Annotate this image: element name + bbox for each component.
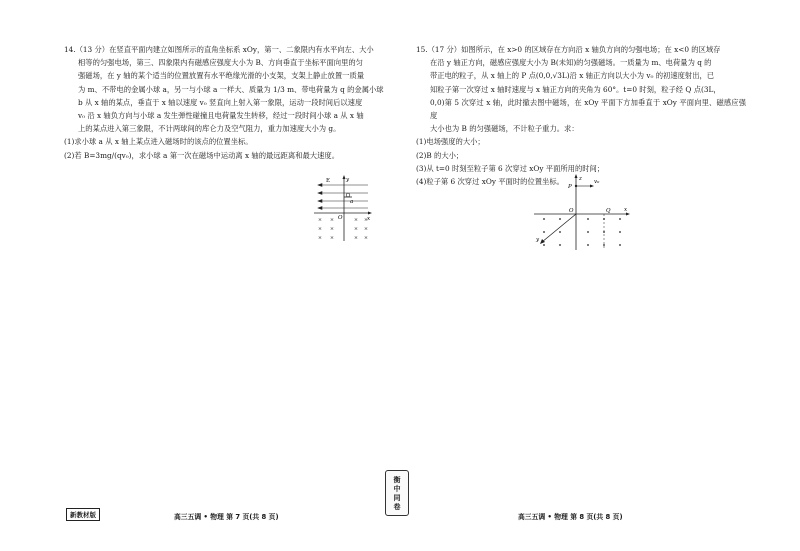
svg-text:×: ×	[363, 217, 369, 223]
svg-text:×: ×	[353, 217, 359, 223]
page-7-footer: 高三五调 • 物理 第 7 页(共 8 页)	[174, 513, 279, 521]
q14-line-4: 为 m、不带电的金属小球 a，另一与小球 a 一样大、质量为 1/3 m、带电荷量为 q 的金属小球	[78, 84, 384, 94]
svg-text:×: ×	[353, 235, 359, 241]
q14-fig-label-a: a	[350, 199, 354, 205]
q15-line-6: 大小也为 B 的匀强磁场，不计粒子重力。求：	[430, 124, 579, 134]
q14-line-6: v₀ 沿 x 轴负方向与小球 a 发生弹性碰撞且电荷量发生转移，经过一段时间小球 a 从 x 轴	[78, 111, 364, 121]
question-15	[416, 43, 746, 188]
q14-line-1: 14.（13 分）在竖直平面内建立如图所示的直角坐标系 xOy，第一、二象限内有水平向左、大小	[64, 45, 374, 54]
q14-sub-2: (2)若 B=3mg/(qv₀)，求小球 a 第一次在磁场中运动离 x 轴的最远距离和最大速度。	[64, 150, 339, 160]
q15-fig-label-x: x	[624, 207, 628, 213]
svg-text:×: ×	[329, 235, 335, 241]
q15-fig-label-v0: v₀	[594, 179, 600, 185]
q15-fig-label-p: P	[568, 184, 572, 190]
svg-text:×: ×	[329, 226, 335, 232]
q15-figure	[532, 172, 632, 256]
question-14	[64, 43, 386, 162]
q14-line-2: 相等的匀强电场，第三、四象限内有磁感应强度大小为 B、方向垂直于坐标平面向里的匀	[78, 58, 363, 68]
q15-fig-label-z: z	[579, 176, 582, 182]
q15-fig-label-y: y	[536, 237, 540, 243]
new-textbook-badge: 新教材版	[66, 508, 100, 521]
hengzhong-seal	[385, 470, 409, 516]
q15-line-5: 0,0)第 5 次穿过 x 轴，此时撤去图中磁场，在 xOy 平面下方加垂直于 xOy 平面向里、磁感应强度	[430, 97, 746, 121]
q14-fig-label-x: x	[367, 216, 371, 222]
svg-text:×: ×	[317, 217, 323, 223]
q15-line-3: 带正电的粒子，从 x 轴上的 P 点(0,0,√3L)沿 x 轴正方向以大小为 v₀ 的初速度射出，已	[430, 71, 715, 81]
seal-char-2: 中	[393, 484, 401, 493]
q15-line-4: 知粒子第一次穿过 x 轴时速度与 x 轴正方向的夹角为 60°。t=0 时刻，粒子经 Q 点(3L，	[430, 84, 721, 94]
q15-line-2: 在沿 y 轴正方向，磁感应强度大小为 B(未知)的匀强磁场。一质量为 m、电荷量为 q 的	[430, 58, 712, 68]
svg-text:×: ×	[363, 235, 369, 241]
svg-text:×: ×	[317, 226, 323, 232]
q14-fig-label-e: E	[326, 178, 331, 184]
q15-fig-label-q: Q	[606, 208, 611, 214]
q15-sub-4: (4)粒子第 6 次穿过 xOy 平面时的位置坐标。	[416, 177, 564, 187]
q15-line-1: 15.（17 分）如图所示，在 x>0 的区域存在方向沿 x 轴负方向的匀强电场；在 x<0 的区域存	[416, 45, 721, 54]
q15-diagram	[532, 172, 632, 252]
q14-line-3: 强磁场，在 y 轴的某个适当的位置放置有水平绝缘光滑的小支架，支架上静止放置一质量	[78, 71, 365, 81]
q14-diagram	[312, 173, 372, 243]
svg-text:×: ×	[353, 226, 359, 232]
q14-line-7: 上的某点进入第三象限，不计两球间的库仑力及空气阻力，重力加速度大小为 g。	[78, 124, 341, 134]
seal-char-3: 同	[393, 493, 401, 502]
svg-text:×: ×	[329, 217, 335, 223]
q14-line-5: b 从 x 轴的某点，垂直于 x 轴以速度 v₀ 竖直向上射入第一象限，运动一段时间后以速度	[78, 97, 363, 107]
q14-fig-label-o: O	[338, 215, 343, 221]
q15-sub-3: (3)从 t=0 时刻至粒子第 6 次穿过 xOy 平面所用的时间；	[416, 163, 605, 173]
svg-text:×: ×	[363, 226, 369, 232]
svg-text:×: ×	[317, 235, 323, 241]
page-8-footer: 高三五调 • 物理 第 8 页(共 8 页)	[518, 513, 623, 521]
seal-char-1: 衡	[393, 475, 401, 484]
q15-fig-label-o: O	[569, 208, 574, 214]
q15-sub-2: (2)B 的大小；	[416, 150, 464, 160]
q14-fig-label-y: y	[346, 177, 350, 183]
q15-sub-1: (1)电场强度的大小；	[416, 137, 485, 147]
seal-char-4: 卷	[393, 502, 401, 511]
q14-sub-1: (1)求小球 a 从 x 轴上某点进入磁场时的该点的位置坐标。	[64, 137, 253, 147]
q14-figure	[312, 173, 372, 247]
